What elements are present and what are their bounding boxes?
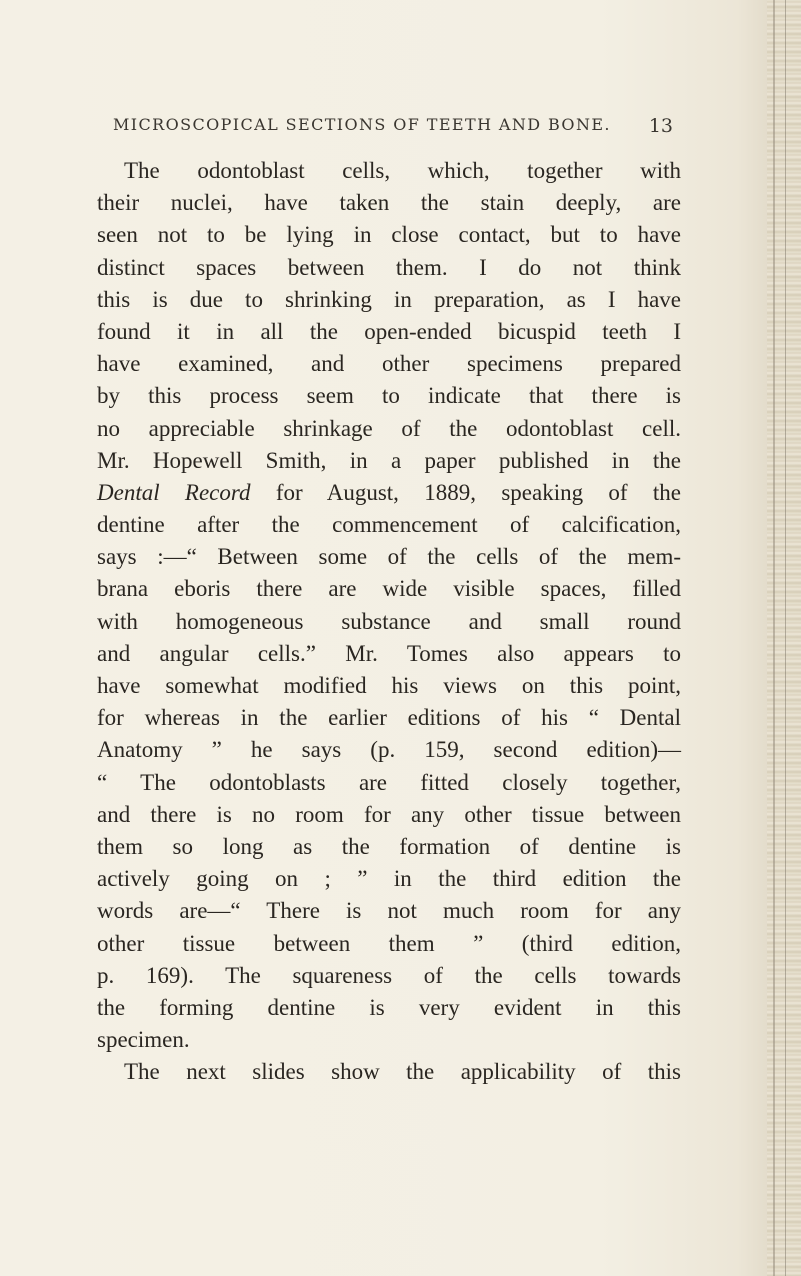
text-line: have examined, and other specimens prepared — [97, 351, 681, 377]
text-line: have somewhat modified his views on this point, — [97, 673, 681, 698]
text-line: for whereas in the earlier editions of his “ Dental — [97, 705, 681, 731]
running-head: MICROSCOPICAL SECTIONS OF TEETH AND BONE. — [113, 115, 611, 134]
italic-journal-title: Dental Record — [97, 479, 251, 505]
text-line: p. 169). The squareness of the cells towards — [97, 962, 681, 988]
text-line-with-italic — [97, 477, 681, 509]
text-line: words are—“ There is not much room for any — [97, 898, 681, 924]
text-line: The odontoblast cells, which, together with — [124, 158, 681, 183]
text-line: with homogeneous substance and small round — [97, 608, 681, 634]
text-line: Mr. Hopewell Smith, in a paper published in the — [97, 447, 681, 473]
text-line: Anatomy ” he says (p. 159, second edition)— — [97, 737, 681, 763]
text-line: specimen. — [97, 1027, 190, 1053]
text-line-rest: for August, 1889, speaking of the — [250, 479, 681, 505]
text-line: The next slides show the applicability of this — [124, 1059, 681, 1085]
text-line: actively going on ; ” in the third edition the — [97, 866, 681, 892]
text-line: found it in all the open-ended bicuspid teeth I — [97, 318, 681, 344]
text-line: distinct spaces between them. I do not think — [97, 254, 681, 280]
text-line: seen not to be lying in close contact, but to have — [97, 222, 681, 248]
text-line: the forming dentine is very evident in this — [97, 994, 681, 1020]
text-line: and angular cells.” Mr. Tomes also appears to — [97, 640, 681, 666]
text-line: dentine after the commencement of calcification, — [97, 512, 681, 538]
text-line: them so long as the formation of dentine is — [97, 833, 681, 859]
page-header — [113, 115, 673, 139]
text-line: this is due to shrinking in preparation, as I have — [97, 286, 681, 312]
binding-gutter — [767, 0, 801, 1276]
page-number: 13 — [648, 115, 673, 137]
text-line: by this process seem to indicate that there is — [97, 383, 681, 409]
text-line: brana eboris there are wide visible spaces, filled — [97, 576, 681, 602]
text-line: their nuclei, have taken the stain deeply, are — [97, 190, 681, 216]
text-line: says :—“ Between some of the cells of the mem- — [97, 544, 681, 570]
text-line: and there is no room for any other tissue between — [97, 801, 681, 827]
text-line: other tissue between them ” (third edition, — [97, 930, 681, 956]
text-line: “ The odontoblasts are fitted closely together, — [97, 769, 681, 795]
body-text — [97, 155, 681, 1088]
text-line: no appreciable shrinkage of the odontoblast cell. — [97, 415, 681, 441]
